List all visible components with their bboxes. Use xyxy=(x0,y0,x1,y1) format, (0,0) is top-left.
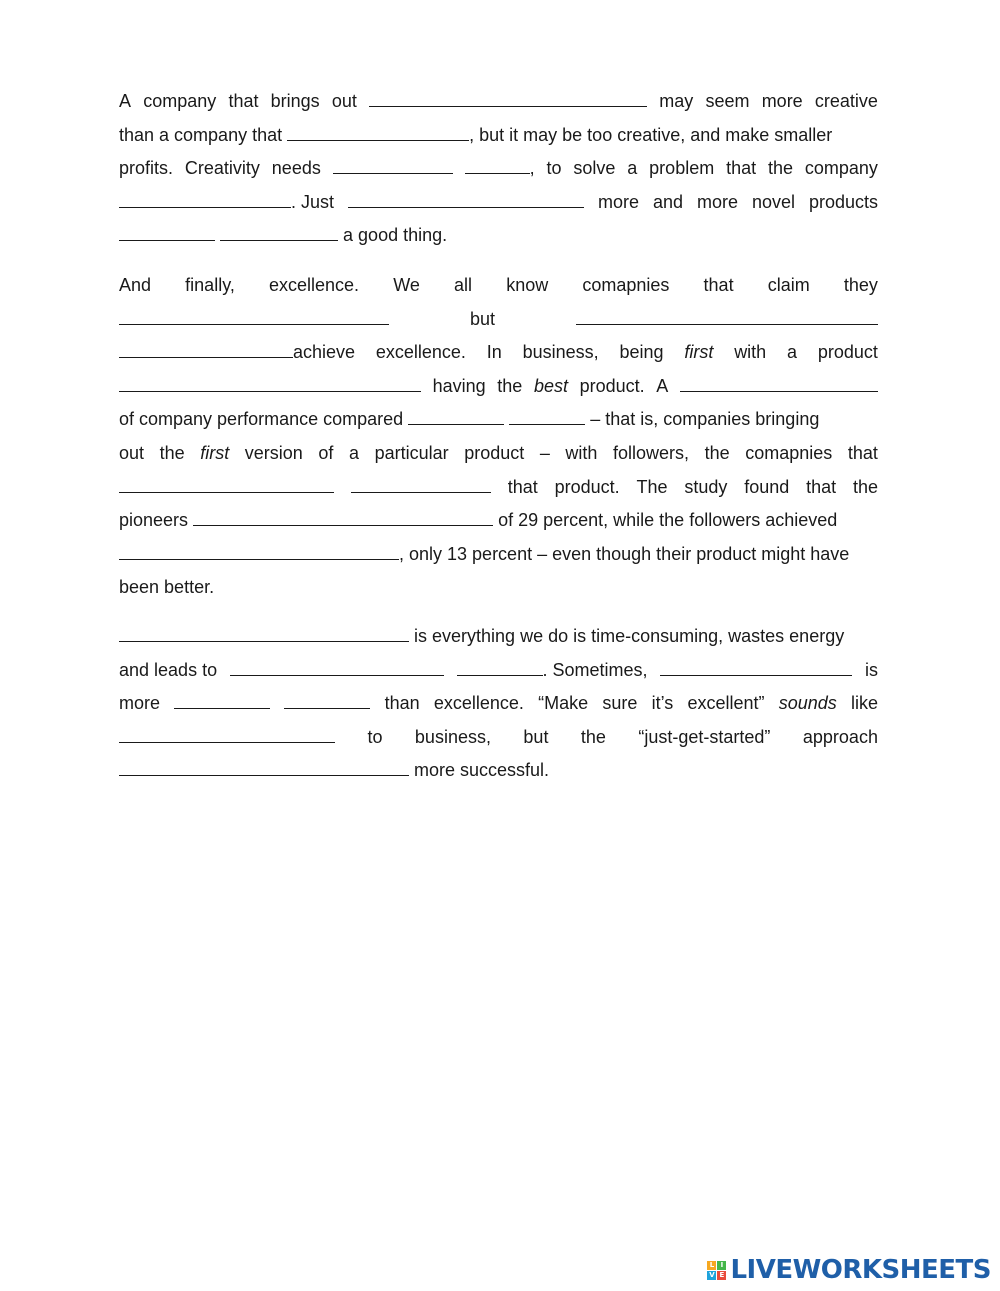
word: having xyxy=(432,375,486,396)
word: particular xyxy=(374,442,449,463)
answer-blank-20[interactable] xyxy=(119,626,409,642)
logo-block-e: E xyxy=(717,1271,726,1280)
word: product xyxy=(817,342,878,363)
word: the xyxy=(767,158,794,179)
p3-line-1 xyxy=(119,620,878,654)
p3-line-3 xyxy=(119,687,878,721)
answer-blank-23[interactable] xyxy=(660,660,852,676)
word: business, xyxy=(522,342,599,363)
text: of company performance compared xyxy=(119,409,404,430)
word: out xyxy=(331,91,357,111)
word: best xyxy=(533,375,568,396)
text: . Just xyxy=(291,191,335,212)
word: they xyxy=(843,274,878,295)
word: sure xyxy=(602,693,638,714)
word: with xyxy=(565,442,598,463)
word: In xyxy=(486,342,502,363)
word: “Make xyxy=(538,693,589,714)
answer-blank-5[interactable] xyxy=(119,192,291,208)
word: “just-get-started” xyxy=(638,726,771,747)
logo-block-i: I xyxy=(717,1261,726,1270)
word: company xyxy=(143,91,217,111)
answer-blank-2[interactable] xyxy=(287,125,469,141)
text: than a company that xyxy=(119,124,283,145)
word: seem xyxy=(705,91,750,111)
word: first xyxy=(684,342,714,363)
word: being xyxy=(619,342,664,363)
word: excellence. xyxy=(269,274,360,295)
word: that xyxy=(507,476,538,497)
word: A xyxy=(119,91,132,111)
answer-blank-22[interactable] xyxy=(457,660,543,676)
p2-line-8 xyxy=(119,504,878,538)
worksheet-text xyxy=(119,85,878,788)
p2-line-7 xyxy=(119,471,878,505)
p3-line-4 xyxy=(119,721,878,755)
answer-blank-10[interactable] xyxy=(576,309,878,325)
word: than xyxy=(384,693,420,714)
word: of xyxy=(318,442,334,463)
word: solve xyxy=(573,158,616,179)
answer-blank-25[interactable] xyxy=(284,693,370,709)
p1-line-5 xyxy=(119,219,878,253)
answer-blank-16[interactable] xyxy=(119,477,334,493)
word: sounds xyxy=(778,693,837,714)
p1-line-4 xyxy=(119,186,878,220)
word: a xyxy=(787,342,798,363)
word: more xyxy=(761,91,803,111)
word: first xyxy=(200,442,230,463)
p2-line-6 xyxy=(119,437,878,471)
text: , only 13 percent – even though their product might have xyxy=(399,543,850,564)
word: a xyxy=(349,442,360,463)
p2-line-9 xyxy=(119,538,878,572)
word: is xyxy=(864,659,878,680)
word: more xyxy=(696,191,738,212)
p1-line-2 xyxy=(119,119,878,153)
word: comapnies xyxy=(745,442,833,463)
word: creative xyxy=(814,91,878,111)
word: product. xyxy=(579,375,645,396)
word: business, xyxy=(414,726,491,747)
liveworksheets-logo xyxy=(707,1253,991,1287)
word: the xyxy=(497,375,523,396)
answer-blank-8[interactable] xyxy=(220,225,338,241)
word: novel xyxy=(751,191,795,212)
word: And xyxy=(119,274,152,295)
word: to xyxy=(367,726,383,747)
word: We xyxy=(393,274,420,295)
answer-blank-24[interactable] xyxy=(174,693,270,709)
word: product xyxy=(464,442,525,463)
word: may xyxy=(659,91,694,111)
word: a xyxy=(627,158,638,179)
word: comapnies xyxy=(582,274,670,295)
word: that xyxy=(726,158,757,179)
answer-blank-3[interactable] xyxy=(333,158,453,174)
word: know xyxy=(506,274,549,295)
word: but xyxy=(523,726,549,747)
word: that xyxy=(847,442,878,463)
word: that xyxy=(703,274,734,295)
word: – xyxy=(539,442,550,463)
word: company xyxy=(804,158,878,179)
word: the xyxy=(159,442,185,463)
p2-line-2 xyxy=(119,303,878,337)
p2-line-10 xyxy=(119,571,878,605)
word: followers, xyxy=(613,442,690,463)
word: like xyxy=(850,693,878,714)
word: the xyxy=(852,476,878,497)
word: product. xyxy=(554,476,620,497)
answer-blank-13[interactable] xyxy=(680,376,878,392)
word: finally, xyxy=(185,274,235,295)
text: and leads to xyxy=(119,659,218,680)
answer-blank-15[interactable] xyxy=(509,409,585,425)
word: and xyxy=(652,191,683,212)
word: excellence. xyxy=(375,342,466,363)
word: all xyxy=(454,274,473,295)
answer-blank-9[interactable] xyxy=(119,309,389,325)
answer-blank-11[interactable] xyxy=(119,342,293,358)
logo-block-l: L xyxy=(707,1261,716,1270)
answer-blank-7[interactable] xyxy=(119,225,215,241)
p1-line-1 xyxy=(119,85,878,119)
answer-blank-1[interactable] xyxy=(369,91,647,107)
p2-line-5 xyxy=(119,403,878,437)
answer-blank-14[interactable] xyxy=(408,409,504,425)
word: achieve xyxy=(293,342,356,363)
word: the xyxy=(704,442,730,463)
text: been better. xyxy=(119,577,215,598)
word: brings xyxy=(270,91,320,111)
word: to xyxy=(546,158,562,179)
logo-block-v: V xyxy=(709,1270,715,1279)
answer-blank-4[interactable] xyxy=(465,158,530,174)
word: out xyxy=(119,442,145,463)
answer-blank-26[interactable] xyxy=(119,727,335,743)
text: is everything we do is time-consuming, wastes energy xyxy=(414,625,845,646)
word: products xyxy=(808,191,878,212)
text: pioneers xyxy=(119,510,189,531)
paragraph-gap xyxy=(119,253,878,269)
word: but xyxy=(469,308,496,329)
text: , but it may be too creative, and make smaller xyxy=(469,124,833,145)
text: more successful. xyxy=(414,760,550,781)
text: of 29 percent, while the followers achieved xyxy=(498,510,838,531)
word: claim xyxy=(767,274,810,295)
answer-blank-21[interactable] xyxy=(230,660,444,676)
p1-line-3 xyxy=(119,152,878,186)
word: found xyxy=(744,476,790,497)
logo-blocks-icon xyxy=(707,1261,726,1280)
p2-line-3 xyxy=(119,336,878,370)
text: . Sometimes, xyxy=(542,659,648,680)
word: problem xyxy=(649,158,715,179)
answer-blank-18[interactable] xyxy=(193,510,493,526)
answer-blank-19[interactable] xyxy=(119,544,399,560)
answer-blank-17[interactable] xyxy=(351,477,491,493)
word: study xyxy=(684,476,728,497)
word: Creativity xyxy=(184,158,260,179)
word: profits. xyxy=(119,158,174,179)
word: excellent” xyxy=(687,693,765,714)
word: more xyxy=(597,191,639,212)
word: The xyxy=(636,476,668,497)
word: with xyxy=(734,342,767,363)
answer-blank-12[interactable] xyxy=(119,376,421,392)
word: approach xyxy=(802,726,878,747)
word: version xyxy=(244,442,303,463)
word: A xyxy=(656,375,669,396)
answer-blank-27[interactable] xyxy=(119,760,409,776)
word: that xyxy=(228,91,259,111)
p3-line-2 xyxy=(119,654,878,688)
paragraph-gap xyxy=(119,605,878,620)
p2-line-4 xyxy=(119,370,878,404)
text: a good thing. xyxy=(343,225,448,246)
word: that xyxy=(806,476,837,497)
logo-text: LIVEWORKSHEETS xyxy=(730,1255,991,1285)
p2-line-1 xyxy=(119,269,878,303)
word: more xyxy=(119,693,161,714)
word: the xyxy=(580,726,606,747)
text: – that is, companies bringing xyxy=(590,409,820,430)
p3-line-5 xyxy=(119,754,878,788)
answer-blank-6[interactable] xyxy=(348,192,584,208)
word: needs xyxy=(271,158,321,179)
word: excellence. xyxy=(433,693,524,714)
word: it’s xyxy=(651,693,674,714)
word: , xyxy=(529,158,535,179)
